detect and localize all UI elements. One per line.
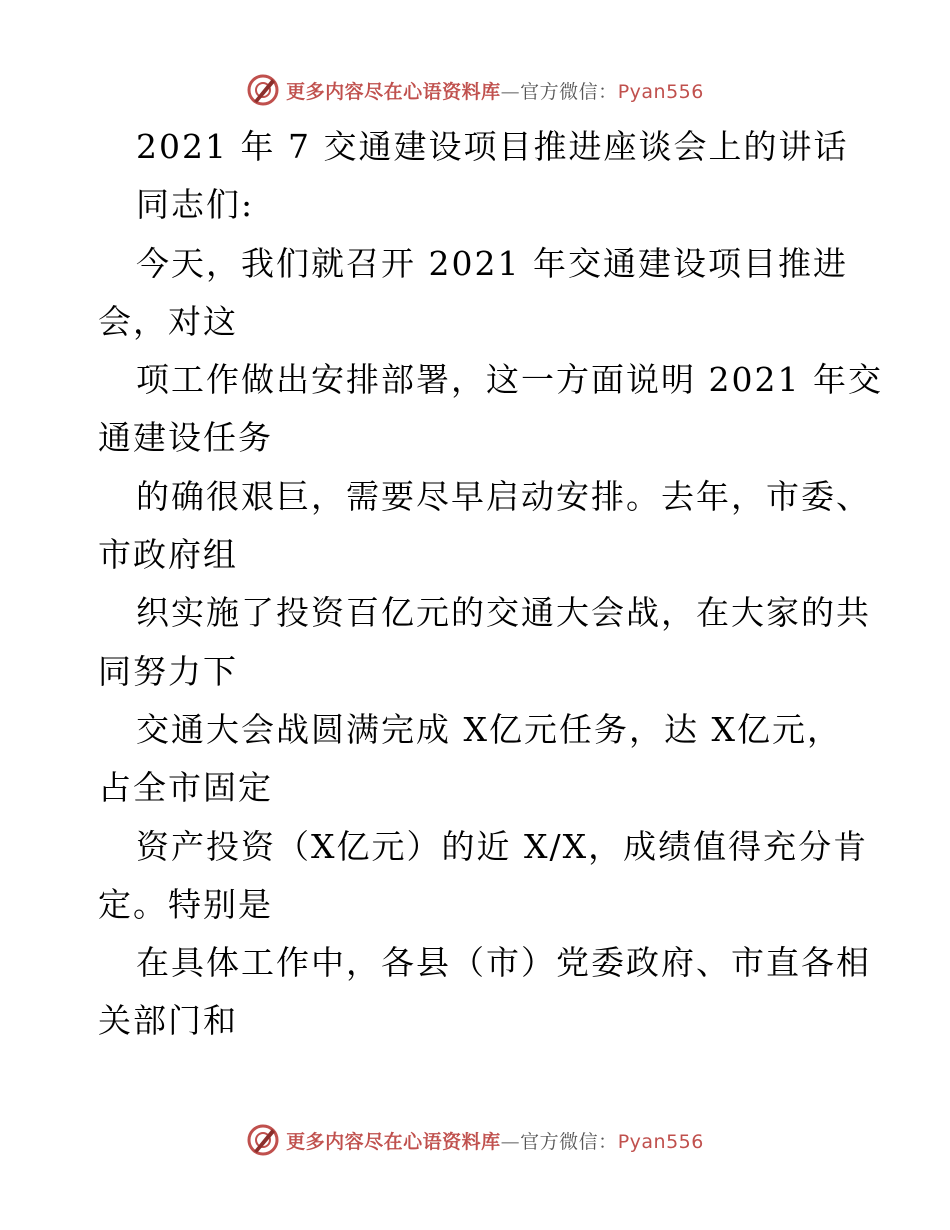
text-line: 的确很艰巨，需要尽早启动安排。去年，市委、 (136, 476, 871, 516)
quill-logo-icon (246, 73, 280, 107)
text-line: 2021 年 7 交通建设项目推进座谈会上的讲话 (136, 127, 849, 166)
watermark-wechat-id: Pyan556 (617, 80, 704, 103)
text-line: 今天，我们就召开 2021 年交通建设项目推进 (136, 243, 848, 283)
watermark-brand: 更多内容尽在心语资料库 (286, 1130, 501, 1153)
watermark-separator: — (500, 1130, 521, 1153)
text-line: 项工作做出安排部署，这一方面说明 2021 年交 (136, 360, 883, 400)
watermark-text (286, 77, 704, 104)
quill-logo-icon (246, 1123, 280, 1157)
text-line: 同努力下 (98, 651, 238, 691)
text-line: 织实施了投资百亿元的交通大会战，在大家的共 (136, 593, 871, 633)
header-watermark (0, 70, 950, 110)
watermark-wechat-label: 官方微信： (520, 1130, 618, 1153)
text-line: 定。特别是 (98, 884, 273, 924)
text-line: 通建设任务 (98, 418, 273, 458)
text-line: 资产投资（X亿元）的近 X/X，成绩值得充分肯 (136, 826, 869, 866)
watermark-text (286, 1127, 704, 1154)
footer-watermark (0, 1120, 950, 1160)
watermark-wechat-id: Pyan556 (617, 1130, 704, 1153)
text-line: 会，对这 (98, 301, 238, 341)
watermark-brand: 更多内容尽在心语资料库 (286, 80, 501, 103)
text-line: 关部门和 (98, 1001, 238, 1041)
text-line: 占全市固定 (98, 768, 273, 808)
text-line: 交通大会战圆满完成 X亿元任务，达 X亿元， (136, 709, 842, 749)
document-body (98, 118, 883, 1051)
text-line: 市政府组 (98, 535, 238, 575)
text-line: 在具体工作中，各县（市）党委政府、市直各相 (136, 943, 871, 983)
watermark-wechat-label: 官方微信： (520, 80, 618, 103)
watermark-separator: — (500, 80, 521, 103)
text-line: 同志们: (136, 185, 255, 225)
